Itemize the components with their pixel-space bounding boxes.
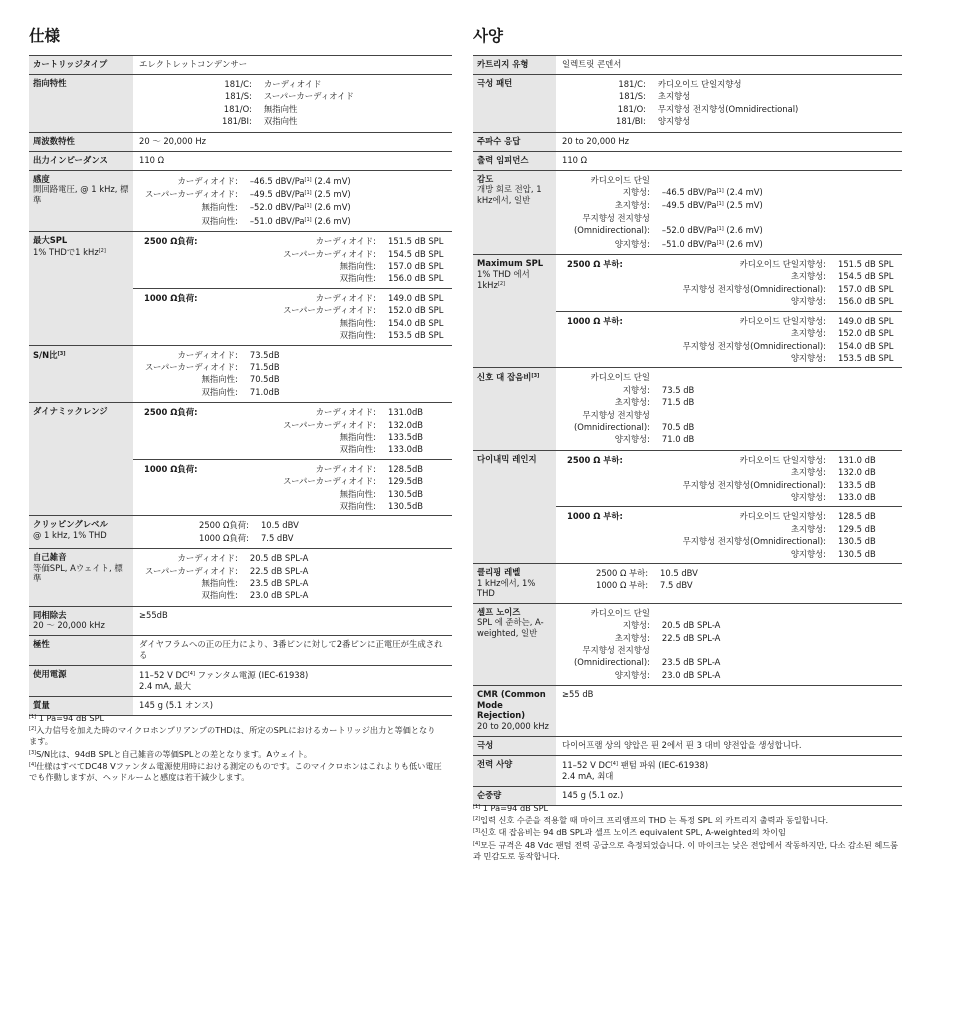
list-item: 双指向性: 23.0 dB SPL-A [201, 590, 309, 601]
list-item: 카디오이드 단일 지향성: 73.5 dB [590, 372, 695, 395]
spec-row-self-noise [473, 603, 902, 685]
list-item: カーディオイド: 73.5dB [177, 349, 280, 360]
spec-sublabel: 等価SPL, Aウェイト, 標準 [33, 562, 123, 584]
spec-value-list [596, 567, 698, 592]
list-item: 양지향성: 133.0 dB [790, 491, 876, 502]
list-item: 무지향성 전지향성 (Omnidirectional): –52.0 dBV/Pa[1] (2.6 mV) [574, 212, 763, 236]
spec-label: 極性 [33, 639, 50, 649]
list-item: スーパーカーディオイド: 152.0 dB SPL [283, 305, 444, 316]
spec-row-power: 전력 사양 11–52 V DC[4] 팬텀 파워 (IEC-61938) 2.4 mA, 최대 [473, 755, 902, 786]
page-title: 사양 [473, 27, 503, 45]
list-item: 양지향성: 153.5 dB SPL [790, 352, 894, 363]
list-item: 無指向性: 23.5 dB SPL-A [201, 578, 309, 588]
list-item: 초지향성: 129.5 dB [790, 523, 876, 534]
spec-label: 극성 패턴 [477, 78, 513, 88]
list-item: 카디오이드 단일지향성: 128.5 dB [739, 511, 876, 522]
spec-value: 110 Ω [556, 151, 902, 170]
list-item: 카디오이드 단일지향성: 149.0 dB SPL [739, 315, 894, 326]
spec-row-impedance [29, 151, 452, 170]
spec-value: エレクトレットコンデンサー [133, 56, 452, 75]
list-item: 카디오이드 단일지향성: 151.5 dB SPL [739, 259, 894, 270]
list-item: カーディオイド: 20.5 dB SPL-A [177, 553, 309, 564]
spec-value-list [616, 78, 798, 128]
list-item: 無指向性: 133.5dB [339, 431, 424, 442]
spec-label: 出力インピーダンス [33, 154, 108, 165]
spec-label: 카트리지 유형 [477, 59, 529, 69]
spec-value: 145 g (5.1 oz.) [556, 786, 902, 805]
list-item: 무지향성 전지향성(Omnidirectional): 130.5 dB [682, 536, 876, 547]
spec-label: 클리핑 레벨 [477, 567, 521, 577]
list-item: 無指向性: 157.0 dB SPL [339, 261, 444, 272]
spec-label: S/N比 [33, 349, 58, 360]
spec-row-cmr [473, 686, 902, 736]
spec-value: 20 to 20,000 Hz [556, 132, 902, 151]
spec-value: 다이어프램 상의 양압은 핀 2에서 핀 3 대비 양전압을 생성합니다. [556, 736, 902, 755]
spec-row-frequency [473, 132, 902, 151]
spec-sublabel: 1% THDで1 kHz [33, 246, 99, 257]
list-item: 181/C: 카디오이드 단일지향성 [618, 79, 742, 89]
list-item: 双指向性: 130.5dB [339, 500, 424, 511]
footnote: [4]모든 규격은 48 Vdc 팬텀 전력 공급으로 측정되었습니다. 이 마이크는 낮은 전압에서 작동하지만, 다소 감소된 헤드룸과 민감도로 동작합니다. [473, 839, 899, 861]
spec-value: 일렉트릿 콘덴서 [556, 56, 902, 75]
spec-value: ≥55 dB [556, 686, 902, 736]
list-item: 双指向性: 156.0 dB SPL [339, 273, 444, 284]
footnote: [3]S/N比は、94dB SPLと自己雑音の等価SPLとの差となります。Aウェイト。 [29, 748, 312, 759]
spec-value: 20 ～ 20,000 Hz [133, 132, 452, 151]
list-item: 181/BI: 双指向性 [222, 116, 298, 127]
list-item: 초지향성: 154.5 dB SPL [790, 271, 894, 282]
spec-value-list [199, 519, 299, 544]
spec-label: 感度 [33, 173, 50, 184]
list-item: 181/C: カーディオイド [224, 79, 322, 89]
spec-row-cartridge [29, 56, 452, 75]
spec-row-frequency [29, 132, 452, 151]
list-item: 181/O: 無指向性 [223, 103, 298, 114]
list-item: 무지향성 전지향성 (Omnidirectional): 23.5 dB SPL-A [574, 645, 721, 668]
load-block: 1000 Ω負荷: カーディオイド: 128.5dB スーパーカーディオイド: 129.5dB 無指向性: 130.5dB 双指向性: 130.5dB [133, 459, 452, 516]
list-item: 카디오이드 단일지향성: 131.0 dB [739, 454, 876, 465]
list-item: 무지향성 전지향성(Omnidirectional): 154.0 dB SPL [682, 340, 894, 351]
spec-row-polarity [29, 636, 452, 666]
spec-row-dynamic-range [473, 450, 902, 563]
list-item: カーディオイド: 131.0dB [315, 407, 424, 418]
footnotes [29, 712, 443, 783]
spec-row-sensitivity [29, 170, 452, 232]
spec-row-sensitivity [473, 170, 902, 254]
spec-label: 同相除去 [33, 609, 67, 620]
spec-value: ≥55dB [133, 606, 452, 635]
spec-label: 最大SPL [33, 235, 68, 246]
spec-sublabel: 20 ～ 20,000 kHz [33, 620, 105, 631]
spec-value-list [145, 552, 308, 602]
footnote: [2]입력 신호 수준을 적용할 때 마이크 프리앰프의 THD 는 특정 SPL 의 카트리지 출력과 동일합니다. [473, 815, 829, 826]
spec-label: カートリッジタイプ [33, 59, 108, 69]
spec-label: 주파수 응답 [477, 135, 521, 146]
list-item: 181/S: スーパーカーディオイド [224, 91, 354, 102]
spec-sublabel: 20 to 20,000 kHz [477, 721, 549, 731]
list-item: 2500 Ω 부하: 10.5 dBV [596, 568, 698, 578]
spec-label: 전력 사양 [477, 758, 513, 769]
spec-label: Maximum SPL [477, 258, 544, 269]
list-item: 초지향성: 71.5 dB [614, 397, 695, 408]
list-item: 무지향성 전지향성(Omnidirectional): 133.5 dB [682, 479, 876, 490]
list-item: 181/BI: 양지향성 [616, 116, 691, 127]
list-item: カーディオイド: –46.5 dBV/Pa[1] (2.4 mV) [177, 175, 351, 186]
list-item: 초지향성: –49.5 dBV/Pa[1] (2.5 mV) [614, 200, 763, 211]
list-item: 카디오이드 단일 지향성: –46.5 dBV/Pa[1] (2.4 mV) [590, 174, 763, 198]
load-block: 1000 Ω 부하: 카디오이드 단일지향성: 149.0 dB SPL 초지향성: 152.0 dB SPL 무지향성 전지향성(Omnidirectional): 154.0 dB SPL 양지향성: 153.5 dB SPL [556, 311, 902, 368]
spec-label: 셀프 노이즈 [477, 606, 521, 617]
footnote: [1] 1 Pa=94 dB SPL [29, 713, 105, 723]
list-item: 초지향성: 22.5 dB SPL-A [614, 632, 721, 643]
list-item: 181/O: 무지향성 전지향성(Omnidirectional) [617, 103, 799, 114]
spec-row-power: 使用電源 11–52 V DC[4] ファンタム電源 (IEC-61938) 2.4 mA, 最大 [29, 666, 452, 697]
list-item: スーパーカーディオイド: 132.0dB [283, 419, 424, 430]
list-item: 1000 Ω 부하: 7.5 dBV [596, 580, 693, 591]
list-item: 無指向性: 154.0 dB SPL [339, 317, 444, 328]
list-item: 양지향성: –51.0 dBV/Pa[1] (2.6 mV) [614, 238, 763, 249]
list-item: スーパーカーディオイド: 154.5 dB SPL [283, 248, 444, 259]
list-item: 1000 Ω負荷: 7.5 dBV [199, 532, 294, 543]
spec-sublabel: 開回路電圧, @ 1 kHz, 標準 [33, 184, 129, 205]
list-item: 무지향성 전지향성(Omnidirectional): 157.0 dB SPL [682, 283, 894, 294]
list-item: 양지향성: 71.0 dB [614, 434, 695, 445]
spec-row-sn: 신호 대 잡음비[3] 카디오이드 단일 지향성: 73.5 dB 초지향성: 71.5 dB 무지향성 전지향성 (Omnidirectional): 70.5 dB 양지향성: 71.0 dB [473, 368, 902, 450]
spec-row-clipping [473, 564, 902, 604]
spec-row-cmr [29, 606, 452, 635]
spec-label: 신호 대 잡음비 [477, 372, 532, 383]
list-item: 초지향성: 132.0 dB [790, 467, 876, 478]
spec-label: 質量 [33, 700, 50, 710]
list-item: 카디오이드 단일 지향성: 20.5 dB SPL-A [590, 607, 721, 631]
spec-value: ダイヤフラムへの正の圧力により、3番ピンに対して2番ピンに正電圧が生成される [133, 636, 452, 666]
list-item: 양지향성: 130.5 dB [790, 548, 876, 559]
list-item: 無指向性: 130.5dB [339, 488, 424, 499]
spec-label: クリッピングレベル [33, 519, 108, 530]
list-item: スーパーカーディオイド: 129.5dB [283, 476, 424, 487]
list-item: スーパーカーディオイド: –49.5 dBV/Pa[1] (2.5 mV) [145, 189, 351, 200]
spec-sublabel: @ 1 kHz, 1% THD [33, 529, 107, 540]
spec-row-self-noise [29, 549, 452, 607]
list-item: 双指向性: 133.0dB [339, 444, 424, 455]
list-item: スーパーカーディオイド: 71.5dB [145, 361, 280, 372]
spec-row-max-spl: 最大SPL 1% THDで1 kHz[2] 2500 Ω負荷: カーディオイド: 151.5 dB SPL スーパーカーディオイド: 154.5 dB SPL 無指向性: 157.0 dB SPL 双指向性: 156.0 dB SPL 1000 Ω負荷: カーディオイド: 149.0 dB SPL スーパーカーディオイド: 152.0 dB SPL 無指向性: 154.0 dB SPL 双指向性: 153.5 dB SPL [29, 232, 452, 345]
spec-label: 周波数特性 [33, 135, 75, 146]
spec-row-cartridge [473, 56, 902, 75]
spec-label: 使用電源 [33, 669, 67, 679]
load-block: 1000 Ω負荷: カーディオイド: 149.0 dB SPL スーパーカーディオイド: 152.0 dB SPL 無指向性: 154.0 dB SPL 双指向性: 153.5 dB SPL [133, 288, 452, 345]
list-item: 181/S: 초지향성 [618, 91, 691, 102]
spec-row-max-spl: Maximum SPL 1% THD 에서 1kHz[2] 2500 Ω 부하: 카디오이드 단일지향성: 151.5 dB SPL 초지향성: 154.5 dB SPL 무지향성 전지향성(Omnidirectional): 157.0 dB SPL 양지향성: 156.0 dB SPL 1000 Ω 부하: 카디오이드 단일지향성: 149.0 dB SPL 초지향성: 152.0 dB SPL 무지향성 전지향성(Omnidirectional): 154.0 dB SPL 양지향성: 153.5 dB SPL [473, 255, 902, 368]
spec-row-sn: S/N比[3] カーディオイド: 73.5dB スーパーカーディオイド: 71.5dB 無指向性: 70.5dB 双指向性: 71.0dB [29, 345, 452, 403]
spec-row-polarity [473, 736, 902, 755]
page-title: 仕様 [29, 27, 61, 45]
list-item: スーパーカーディオイド: 22.5 dB SPL-A [145, 565, 309, 576]
spec-sublabel: 개방 회로 전압, 1 kHz에서, 일반 [477, 184, 542, 205]
spec-value-list [145, 349, 280, 399]
spec-label: 출력 임피던스 [477, 154, 529, 165]
spec-row-clipping [29, 516, 452, 549]
footnote: [3]신호 대 잡음비는 94 dB SPL과 셀프 노이즈 equivalent SPL, A-weighted의 차이임 [473, 827, 786, 838]
spec-sublabel: 1% THD 에서 1kHz [477, 268, 530, 291]
spec-row-polar [473, 75, 902, 133]
list-item: 무지향성 전지향성 (Omnidirectional): 70.5 dB [574, 409, 695, 432]
load-block: 2500 Ω 부하: 카디오이드 단일지향성: 151.5 dB SPL 초지향성: 154.5 dB SPL 무지향성 전지향성(Omnidirectional): 157.0 dB SPL 양지향성: 156.0 dB SPL [556, 255, 902, 311]
spec-value-list [574, 371, 694, 445]
spec-label: 순중량 [477, 789, 502, 800]
footnote: [2]入力信号を加えた時のマイクロホンプリアンプのTHDは、所定のSPLにおけるカートリッジ出力と等価となります。 [29, 725, 436, 747]
spec-value-list [222, 78, 354, 128]
spec-value-list [574, 174, 763, 250]
load-block: 2500 Ω負荷: カーディオイド: 151.5 dB SPL スーパーカーディオイド: 154.5 dB SPL 無指向性: 157.0 dB SPL 双指向性: 156.0 dB SPL [133, 232, 452, 288]
spec-sublabel: SPL 에 준하는, A-weighted, 일반 [477, 617, 544, 638]
spec-label: 다이내믹 레인지 [477, 453, 537, 464]
spec-sublabel: 1 kHz에서, 1% THD [477, 577, 536, 599]
spec-label: ダイナミックレンジ [33, 406, 108, 417]
spec-label: 극성 [477, 739, 494, 750]
list-item: 双指向性: –51.0 dBV/Pa[1] (2.6 mV) [201, 215, 351, 226]
spec-label: 自己雑音 [33, 552, 67, 563]
spec-table [29, 55, 452, 716]
footnotes [473, 802, 902, 862]
footnote: [4]仕様はすべてDC48 Vファンタム電源使用時における測定のものです。このマイクロホンはこれよりも低い電圧でも作動しますが、ヘッドルームと感度は若干減少します。 [29, 760, 442, 783]
spec-label: 指向特性 [33, 78, 67, 88]
spec-label: 감도 [477, 173, 494, 184]
spec-value: 145 g (5.1 オンス) [133, 697, 452, 716]
load-block: 2500 Ω負荷: カーディオイド: 131.0dB スーパーカーディオイド: 132.0dB 無指向性: 133.5dB 双指向性: 133.0dB [133, 403, 452, 459]
spec-row-impedance [473, 151, 902, 170]
spec-row-polar [29, 75, 452, 133]
load-block: 2500 Ω 부하: 카디오이드 단일지향성: 131.0 dB 초지향성: 132.0 dB 무지향성 전지향성(Omnidirectional): 133.5 dB 양지향성: 133.0 dB [556, 451, 902, 507]
list-item: 無指向性: –52.0 dBV/Pa[1] (2.6 mV) [201, 202, 351, 213]
list-item: 초지향성: 152.0 dB SPL [790, 328, 894, 339]
load-block: 1000 Ω 부하: 카디오이드 단일지향성: 128.5 dB 초지향성: 129.5 dB 무지향성 전지향성(Omnidirectional): 130.5 dB 양지향성: 130.5 dB [556, 506, 902, 563]
list-item: カーディオイド: 128.5dB [315, 463, 424, 474]
list-item: 双指向性: 71.0dB [201, 386, 280, 397]
list-item: 2500 Ω負荷: 10.5 dBV [199, 520, 299, 531]
list-item: カーディオイド: 149.0 dB SPL [315, 292, 444, 303]
spec-row-dynamic-range [29, 403, 452, 516]
list-item: カーディオイド: 151.5 dB SPL [315, 236, 444, 247]
list-item: 양지향성: 23.0 dB SPL-A [614, 669, 721, 680]
list-item: 双指向性: 153.5 dB SPL [339, 330, 444, 341]
list-item: 無指向性: 70.5dB [201, 374, 280, 385]
spec-value: 110 Ω [133, 151, 452, 170]
list-item: 양지향성: 156.0 dB SPL [790, 296, 894, 307]
spec-value-list [574, 607, 720, 681]
spec-table [473, 55, 902, 806]
spec-value-list [145, 174, 351, 228]
spec-label: CMR (Common Mode Rejection) [477, 689, 546, 721]
footnote: [1] 1 Pa=94 dB SPL [473, 803, 549, 813]
